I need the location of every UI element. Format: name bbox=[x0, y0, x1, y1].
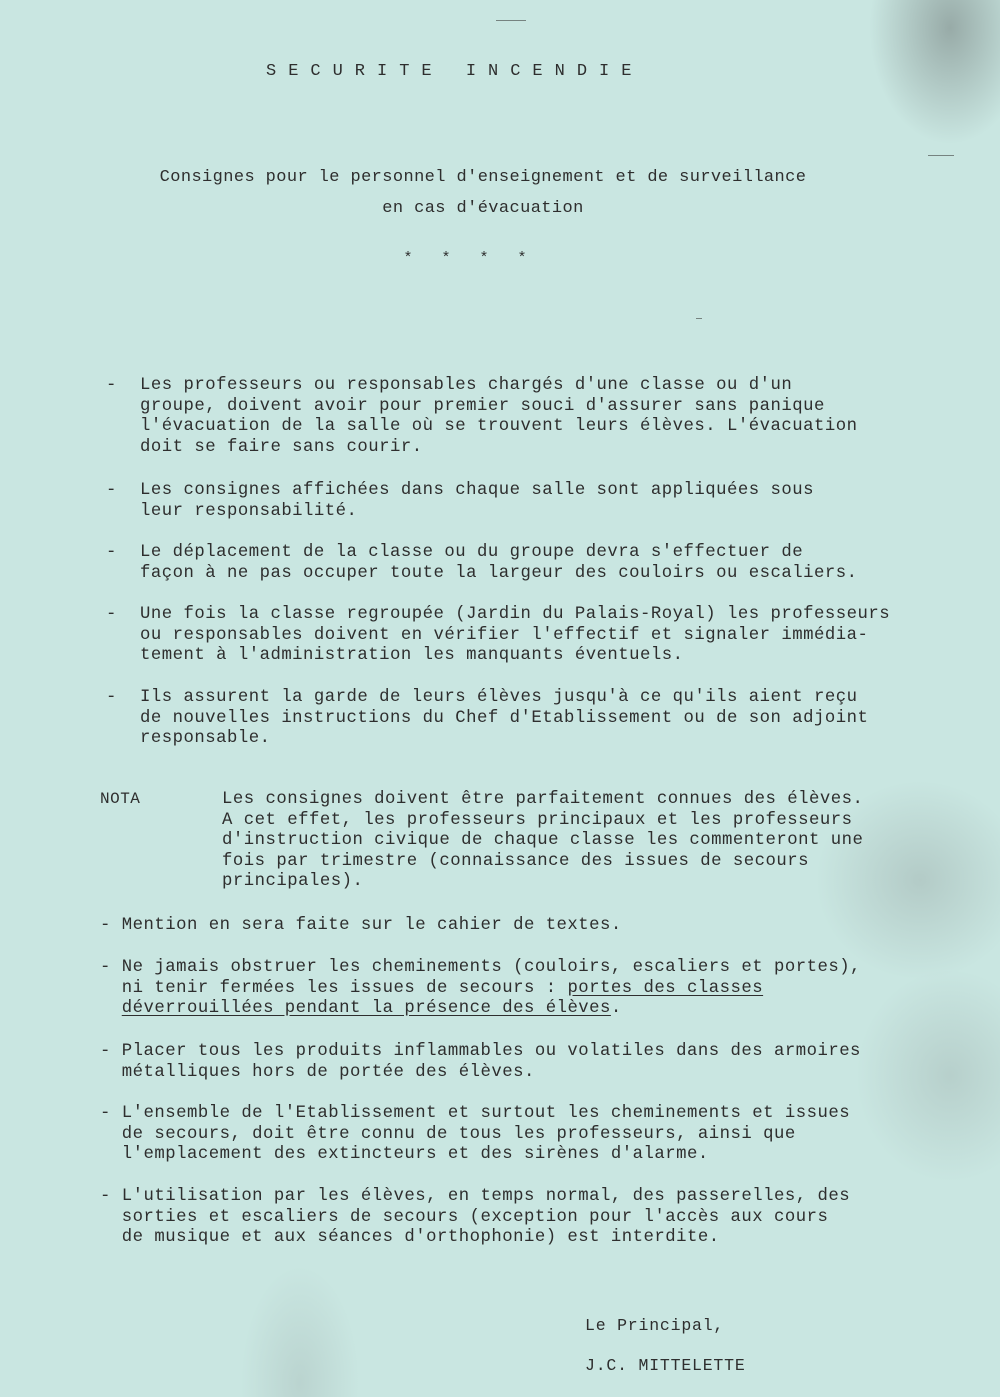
bullet-line: Une fois la classe regroupée (Jardin du Palais-Royal) les professeurs bbox=[140, 605, 891, 624]
bullet-line: Les consignes affichées dans chaque salle sont appliquées sous bbox=[140, 481, 814, 500]
note-line bbox=[100, 979, 861, 1000]
nota-line: d'instruction civique de chaque classe les commenteront une bbox=[222, 831, 864, 850]
scan-speck bbox=[696, 318, 702, 319]
scan-speck bbox=[496, 20, 526, 21]
bullet-line: Les professeurs ou responsables chargés d'une classe ou d'un bbox=[140, 376, 793, 395]
note-line: métalliques hors de portée des élèves. bbox=[100, 1062, 535, 1082]
bullet-line: groupe, doivent avoir pour premier souci d'assurer sans panique bbox=[140, 396, 825, 416]
bullet-line: tement à l'administration les manquants éventuels. bbox=[140, 646, 684, 665]
bullet-dash: - bbox=[106, 605, 117, 624]
scan-speck bbox=[928, 155, 954, 156]
nota-line: principales). bbox=[222, 872, 364, 891]
bullet-dash: - bbox=[106, 481, 117, 500]
bullet-dash: - bbox=[106, 376, 117, 395]
nota-label: NOTA bbox=[100, 790, 141, 808]
note-text: . bbox=[610, 999, 622, 1018]
bullet-dash: - bbox=[106, 543, 117, 562]
nota-line: Les consignes doivent être parfaitement connues des élèves. bbox=[222, 790, 864, 809]
note-line: sorties et escaliers de secours (exception pour l'accès aux cours bbox=[100, 1207, 829, 1227]
note-line: de musique et aux séances d'orthophonie) est interdite. bbox=[100, 1228, 720, 1247]
bullet-dash: - bbox=[106, 688, 117, 707]
nota-line: A cet effet, les professeurs principaux et les professeurs bbox=[222, 810, 853, 830]
underlined-text: déverrouillées pendant la présence des élèves bbox=[121, 999, 611, 1018]
bullet-line: ou responsables doivent en vérifier l'effectif et signaler immédia- bbox=[140, 625, 869, 645]
bullet-line: de nouvelles instructions du Chef d'Etablissement ou de son adjoint bbox=[140, 708, 869, 728]
bullet-line: doit se faire sans courir. bbox=[140, 437, 423, 457]
note-line bbox=[100, 999, 861, 1020]
bullet-line: Ils assurent la garde de leurs élèves jusqu'à ce qu'ils aient reçu bbox=[140, 688, 858, 707]
bullet-line: façon à ne pas occuper toute la largeur des couloirs ou escaliers. bbox=[140, 563, 858, 583]
nota-body bbox=[222, 790, 863, 893]
note-line: de secours, doit être connu de tous les professeurs, ainsi que bbox=[100, 1124, 796, 1144]
note-text: ni tenir fermées les issues de secours : bbox=[100, 978, 568, 998]
bullet-line: Le déplacement de la classe ou du groupe devra s'effectuer de bbox=[140, 543, 804, 562]
signature-role: Le Principal, bbox=[585, 1316, 725, 1335]
document-title: SECURITE INCENDIE bbox=[266, 62, 644, 81]
note-line: - L'utilisation par les élèves, en temps normal, des passerelles, des bbox=[100, 1187, 851, 1206]
note-line: - L'ensemble de l'Etablissement et surtout les cheminements et issues bbox=[100, 1104, 851, 1123]
note-line: - Mention en sera faite sur le cahier de textes. bbox=[100, 916, 622, 935]
note-line: l'emplacement des extincteurs et des sirènes d'alarme. bbox=[100, 1145, 709, 1164]
document-subtitle-line2: en cas d'évacuation bbox=[382, 199, 584, 218]
bullet-line: leur responsabilité. bbox=[140, 501, 358, 521]
underlined-text: portes des classes bbox=[567, 978, 764, 998]
document-subtitle-line1: Consignes pour le personnel d'enseignement et de surveillance bbox=[159, 168, 807, 187]
bullet-line: responsable. bbox=[140, 729, 271, 748]
separator-stars: * * * * bbox=[403, 250, 537, 267]
note-line: - Ne jamais obstruer les cheminements (couloirs, escaliers et portes), bbox=[100, 958, 861, 977]
note-text bbox=[100, 999, 122, 1018]
nota-line: fois par trimestre (connaissance des issues de secours bbox=[222, 851, 810, 871]
note-line: - Placer tous les produits inflammables ou volatiles dans des armoires bbox=[100, 1042, 861, 1061]
signature-name: J.C. MITTELETTE bbox=[585, 1356, 746, 1375]
bullet-line: l'évacuation de la salle où se trouvent leurs élèves. L'évacuation bbox=[140, 417, 858, 436]
